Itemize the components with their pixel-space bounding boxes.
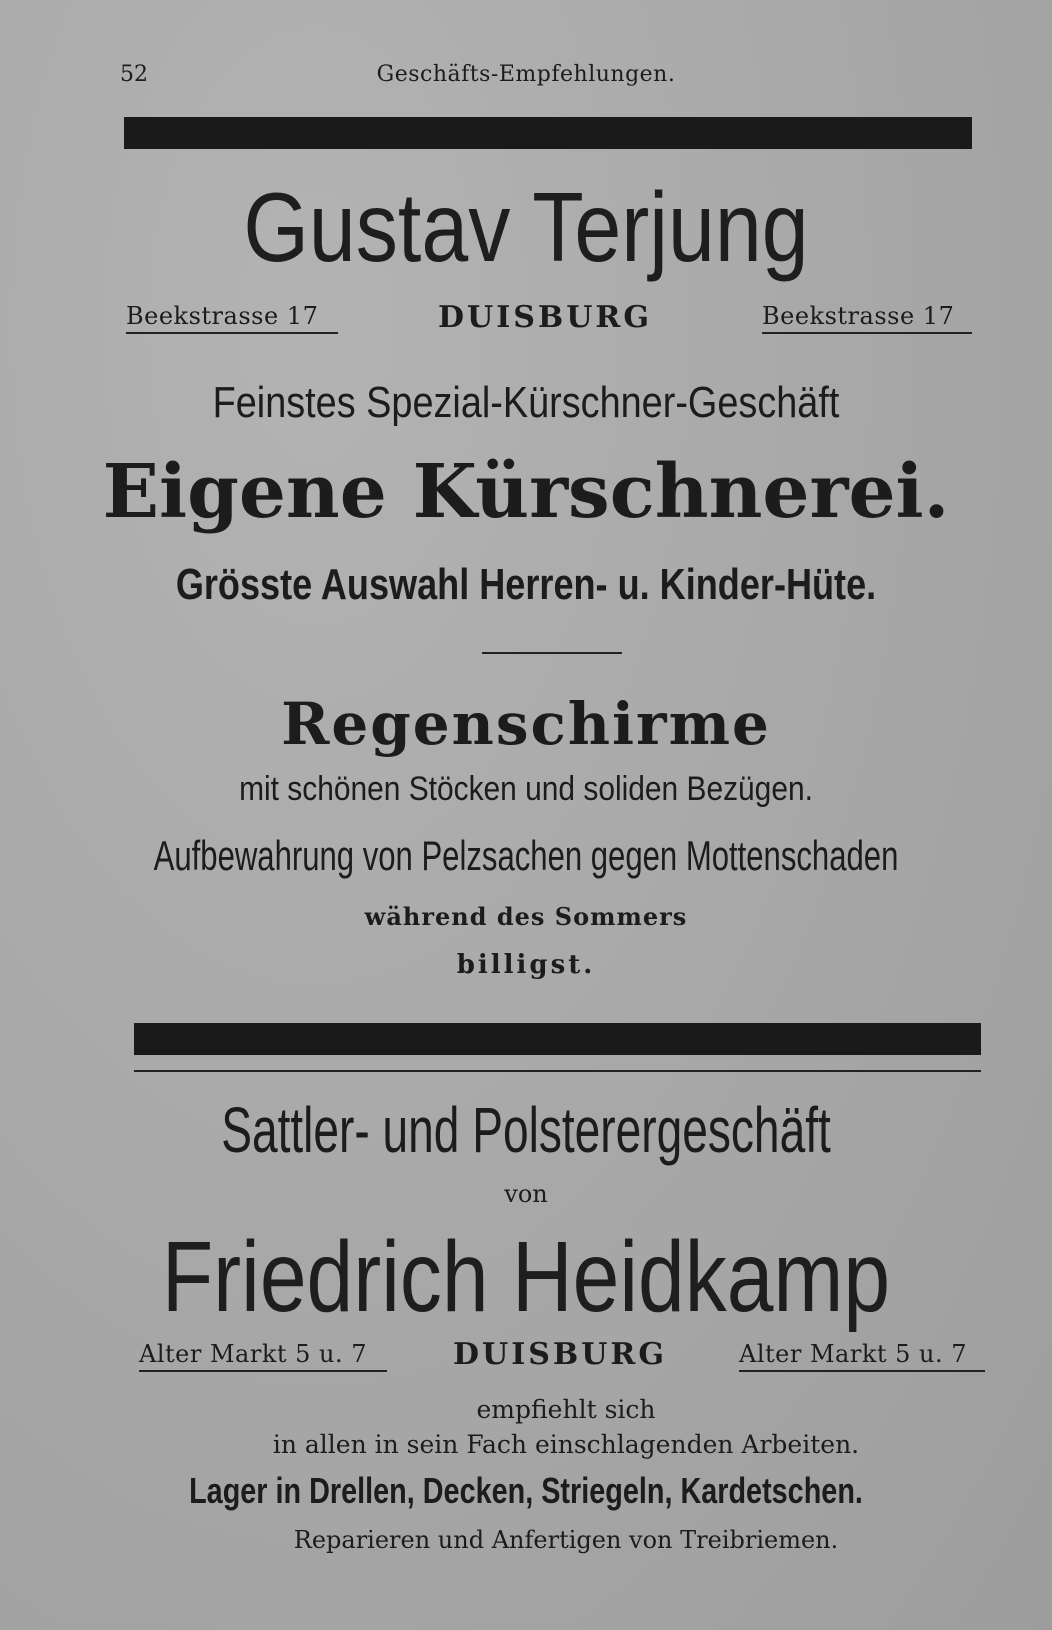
ad2-heading: Sattler- und Polsterergeschäft xyxy=(221,1094,831,1166)
section-bar xyxy=(134,1023,981,1055)
ad1-city: DUISBURG xyxy=(438,300,652,335)
ad1-line3: Grösste Auswahl Herren- u. Kinder-Hüte. xyxy=(175,560,877,609)
ad2-line2: in allen in sein Fach einschlagenden Arbeiten. xyxy=(272,1430,860,1459)
ad2-address-left: Alter Markt 5 u. 7 xyxy=(139,1340,387,1372)
ad1-address-left: Beekstrasse 17 xyxy=(126,302,338,334)
ad2-address-right: Alter Markt 5 u. 7 xyxy=(739,1340,985,1372)
running-head: Geschäfts-Empfehlungen. xyxy=(376,62,676,87)
ad1-heading2: Regenschirme xyxy=(281,690,771,758)
ad1-line6: während des Sommers xyxy=(364,902,688,931)
top-rule xyxy=(124,117,972,149)
ad1-line1: Feinstes Spezial-Kürschner-Geschäft xyxy=(212,378,840,427)
section-rule xyxy=(134,1070,981,1072)
page-number: 52 xyxy=(120,62,148,87)
ad1-line5: Aufbewahrung von Pelzsachen gegen Mottenschaden xyxy=(153,832,899,879)
ad2-von: von xyxy=(504,1180,548,1208)
ad2-city: DUISBURG xyxy=(453,1337,667,1372)
ad2-line4: Reparieren und Anfertigen von Treibriemen. xyxy=(293,1526,839,1554)
ad1-address-right: Beekstrasse 17 xyxy=(762,302,972,334)
ad1-line2: Eigene Kürschnerei. xyxy=(102,449,950,535)
ad1-name: Gustav Terjung xyxy=(243,172,809,282)
ad2-name: Friedrich Heidkamp xyxy=(161,1221,891,1333)
ad2-line1: empfiehlt sich xyxy=(476,1395,656,1424)
ad1-line7: billigst. xyxy=(456,950,596,980)
ad1-line4: mit schönen Stöcken und soliden Bezügen. xyxy=(239,770,813,808)
short-divider xyxy=(482,652,622,654)
ad2-line3: Lager in Drellen, Decken, Striegeln, Kardetschen. xyxy=(189,1470,863,1511)
